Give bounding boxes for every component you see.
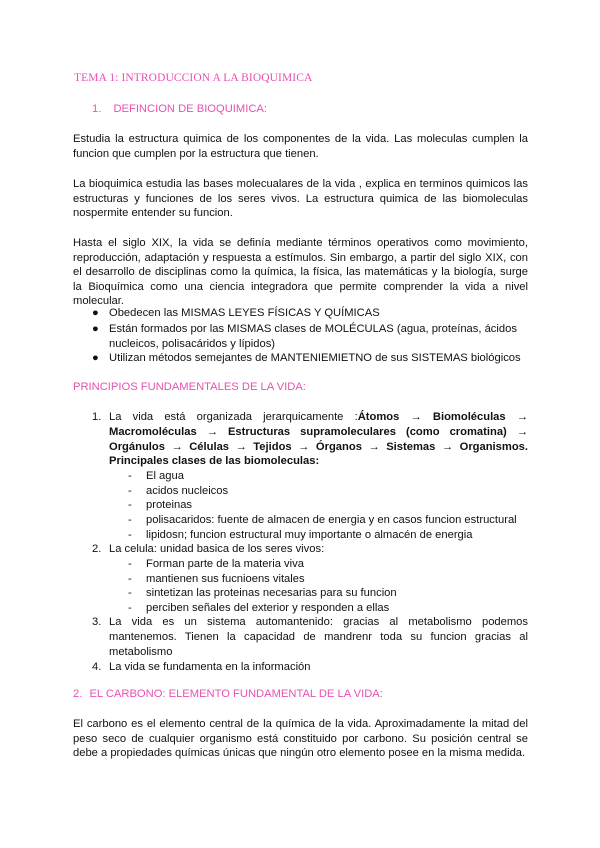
section2-heading-text: EL CARBONO: ELEMENTO FUNDAMENTAL DE LA VIDA: <box>89 688 383 700</box>
principios-item-2 <box>92 542 528 557</box>
dash-icon: - <box>128 513 132 526</box>
dash-icon: - <box>128 470 132 483</box>
list-item <box>128 572 528 587</box>
dash-icon: - <box>128 528 132 541</box>
dash-icon: - <box>128 499 132 512</box>
item2-text: La celula: unidad basica de los seres vivos: <box>109 543 325 556</box>
bullet-icon: ● <box>92 352 99 365</box>
list-item-text: lipidosn; funcion estructural muy importante o almacén de energia <box>146 528 473 541</box>
list-item-text: Utilizan métodos semejantes de MANTENIEMIETNO de sus SISTEMAS biológicos <box>109 352 521 365</box>
list-item <box>92 322 530 352</box>
list-item <box>128 469 528 484</box>
dash-icon: - <box>128 484 132 497</box>
paragraph-2: La bioquimica estudia las bases molecualares de la vida , explica en terminos quimicos las estructuras y funciones de los seres vivos. La estructura quimica de las biomoleculas nospermite entender su funcion. <box>73 178 528 220</box>
list-item-text: Obedecen las MISMAS LEYES FÍSICAS Y QUÍMICAS <box>109 307 380 319</box>
section2-number: 2. <box>73 688 83 700</box>
bullet-icon: ● <box>92 307 99 319</box>
principios-item-4 <box>92 660 528 675</box>
principios-item-3 <box>92 615 528 659</box>
list-item <box>92 351 530 366</box>
item4-text: La vida se fundamenta en la información <box>109 660 311 673</box>
item-number: 4. <box>92 660 102 673</box>
dash-icon: - <box>128 587 132 600</box>
list-item-text: sintetizan las proteinas necesarias para su funcion <box>146 587 397 600</box>
list-item-text: Están formados por las MISMAS clases de MOLÉCULAS (agua, proteínas, ácidos nucleicos, polisacáridos y lípidos) <box>109 322 517 350</box>
list-item-text: El agua <box>146 470 184 483</box>
section1-heading-text: DEFINCION DE BIOQUIMICA: <box>113 103 267 115</box>
dash-icon: - <box>128 572 132 585</box>
paragraph-1: Estudia la estructura quimica de los componentes de la vida. Las moleculas cumplen la funcion que cumplen por la estructura que tienen. <box>73 133 528 160</box>
list-item-text: polisacaridos: fuente de almacen de energia y en casos funcion estructural <box>146 513 517 526</box>
item-number: 3. <box>92 616 102 629</box>
paragraph-3: Hasta el siglo XIX, la vida se definía mediante términos operativos como movimiento, reproducción, adaptación y respuesta a estímulos. Sin embargo, a partir del siglo XIX, con el desarrollo de disciplinas como la química, la física, las matemáticas y la biología, surge la Bioquímica como una ciencia integradora que permite comprender la vida a nivel molecular. <box>73 237 528 308</box>
list-item <box>92 306 530 321</box>
bullet-list <box>92 306 530 366</box>
list-item <box>128 498 528 513</box>
item-number: 2. <box>92 543 102 556</box>
list-item-text: perciben señales del exterior y responden a ellas <box>146 601 390 614</box>
document-title: TEMA 1: INTRODUCCION A LA BIOQUIMICA <box>74 72 313 84</box>
principios-list <box>92 410 528 675</box>
paragraph-carbono: El carbono es el elemento central de la química de la vida. Aproximadamente la mitad del peso seco de cualquier organismo está constituido por carbono. Su posición central se debe a propiedades químicas únicas que ningún otro elemento posee en la misma medida. <box>73 718 528 760</box>
item-number: 1. <box>92 411 102 423</box>
principios-heading: PRINCIPIOS FUNDAMENTALES DE LA VIDA: <box>73 381 306 393</box>
list-item-text: mantienen sus fucnioens vitales <box>146 572 305 585</box>
dash-icon: - <box>128 557 132 570</box>
item1-hierarchy: Átomos → Biomoléculas → Macromoléculas → Estructuras supramoleculares (como cromatina) → Orgánulos → Células → Tejidos → Órganos → Sistemas → Organismos. Principales clases de las biomoleculas: <box>109 411 528 468</box>
bullet-icon: ● <box>92 322 99 335</box>
item1-sublist <box>128 469 528 542</box>
list-item <box>128 484 528 499</box>
dash-icon: - <box>128 601 132 614</box>
section1-heading <box>92 103 267 115</box>
item1-intro: La vida está organizada jerarquicamente : <box>109 411 358 423</box>
section1-number: 1. <box>92 103 102 115</box>
list-item-text: proteinas <box>146 499 193 512</box>
item2-sublist <box>128 557 528 615</box>
item3-text: La vida es un sistema automantenido: gracias al metabolismo podemos mantenemos. Tienen la capacidad de mandrenr toda su funcion gracias al metabolismo <box>109 616 528 658</box>
list-item <box>128 528 528 543</box>
principios-item-1 <box>92 410 528 469</box>
list-item <box>128 601 528 616</box>
list-item-text: Forman parte de la materia viva <box>146 557 304 570</box>
list-item-text: acidos nucleicos <box>146 484 229 497</box>
list-item <box>128 513 528 528</box>
list-item <box>128 586 528 601</box>
section2-heading <box>73 688 383 700</box>
list-item <box>128 557 528 572</box>
